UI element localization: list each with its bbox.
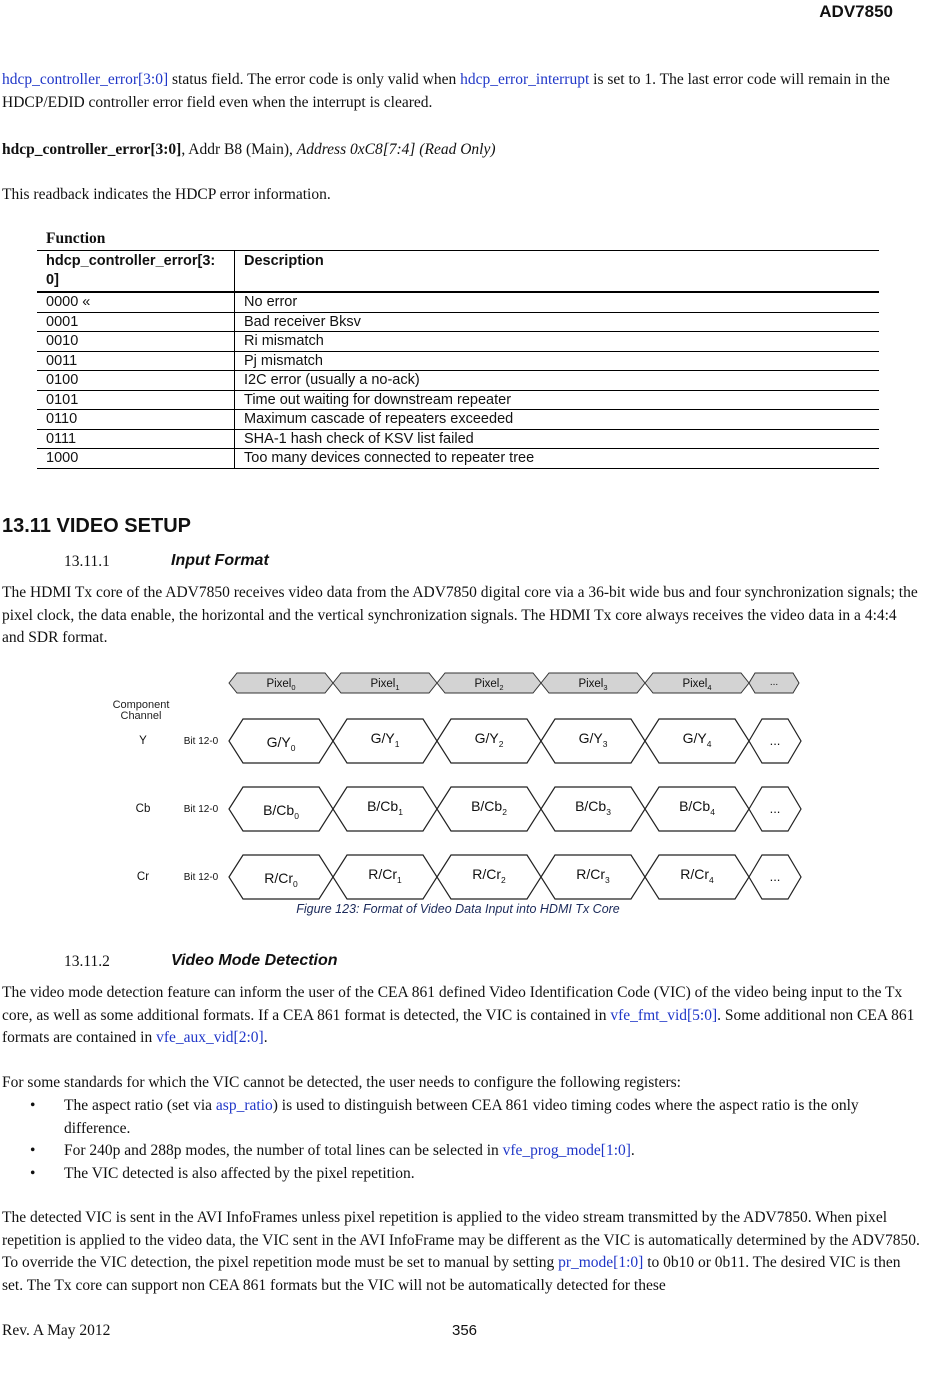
data-cell-label: $R/Cr_3$ (576, 866, 610, 885)
video-mode-paragraph-2: For some standards for which the VIC cannot be detected, the user needs to configure the following registers: (2, 1074, 681, 1091)
table-cell-code: 1000 (37, 449, 235, 469)
table-cell-description: Ri mismatch (235, 332, 880, 352)
table-cell-code: 0101 (37, 390, 235, 410)
footer-revision: Rev. A May 2012 (2, 1322, 111, 1339)
bullet-marker: • (30, 1142, 36, 1159)
table-cell-description: Bad receiver Bksv (235, 312, 880, 332)
table-cell-code: 0110 (37, 410, 235, 430)
input-format-paragraph: The HDMI Tx core of the ADV7850 receives video data from the ADV7850 digital core via a 36-bit wide bus and four synchronization signals; the pixel clock, the data enable, the horizontal and the vertical synchronization signals. The HDMI Tx core always receives the video data in a 4:4:4 and SDR format. (2, 584, 918, 646)
table-cell-description: Too many devices connected to repeater tree (235, 449, 880, 469)
data-cell-label: $B/Cb_4$ (679, 798, 715, 817)
bullet-marker: • (30, 1097, 36, 1114)
data-cell-label: $G/Y_2$ (474, 730, 504, 749)
video-mode-paragraph-3 (2, 1207, 920, 1297)
channel-name-label: Cr (136, 871, 150, 883)
intro-text-2: is set to 1. The last error code will remain in the HDCP/EDID controller error field even when the interrupt is cleared. (2, 71, 890, 111)
data-cell-label: $G/Y_0$ (266, 734, 296, 753)
register-heading (2, 139, 920, 162)
table-cell-description: Time out waiting for downstream repeater (235, 390, 880, 410)
vfe-prog-mode-link[interactable]: vfe_prog_mode[1:0] (502, 1142, 631, 1159)
channel-bits-label: Bit 12-0 (183, 804, 219, 815)
data-cell-label: $B/Cb_0$ (263, 802, 299, 821)
pr-mode-link[interactable]: pr_mode[1:0] (558, 1254, 644, 1271)
table-row (37, 429, 879, 449)
bullet-item-pixel-repetition: The VIC detected is also affected by the pixel repetition. (64, 1165, 415, 1182)
table-cell-code: 0000 « (37, 292, 235, 312)
data-cell-label: $R/Cr_0$ (264, 870, 298, 889)
table-cell-description: No error (235, 292, 880, 312)
table-cell-code: 0111 (37, 429, 235, 449)
table-cell-description: Maximum cascade of repeaters exceeded (235, 410, 880, 430)
section-title: 13.11 VIDEO SETUP (2, 515, 191, 537)
pixel-header-label: Pixel$_1$ (370, 678, 400, 692)
vfe-aux-vid-link[interactable]: vfe_aux_vid[2:0] (156, 1029, 264, 1046)
vm-p3-text-2: to 0b10 or 0b11. The desired VIC is then set. The Tx core can support non CEA 861 formats but the VIC will not be automatically detected for these (2, 1254, 901, 1294)
data-cell-label: $B/Cb_1$ (367, 798, 403, 817)
table-row (37, 390, 879, 410)
data-cell-label: $B/Cb_3$ (575, 798, 611, 817)
bullet-item-aspect-ratio: The aspect ratio (set via asp_ratio) is used to distinguish between CEA 861 video timing codes where the aspect ratio is the only difference. (64, 1097, 859, 1137)
table-row (37, 351, 879, 371)
vm-text-1: The video mode detection feature can inform the user of the CEA 861 defined Video Identification Code (VIC) of the video being input to the Tx core, as well as some additional formats. If a CEA 861 format is detected, the VIC is contained in (2, 984, 903, 1024)
table-row (37, 332, 879, 352)
table-caption: Function (37, 228, 879, 251)
channel-name-label: Cb (135, 803, 151, 815)
vfe-fmt-vid-link[interactable]: vfe_fmt_vid[5:0] (610, 1006, 718, 1024)
bullet-item-prog-mode: For 240p and 288p modes, the number of total lines can be selected in vfe_prog_mode[1:0]. (64, 1142, 635, 1159)
register-address: Address 0xC8[7:4] (Read Only) (296, 141, 496, 158)
document-header-title: ADV7850 (819, 2, 893, 21)
table-header-code: hdcp_controller_error[3:0] (37, 251, 235, 293)
data-cell-label: $B/Cb_2$ (471, 798, 507, 817)
data-cell-label: $G/Y_1$ (370, 730, 400, 749)
hdcp-error-table (37, 228, 879, 469)
channel-bits-label: Bit 12-0 (183, 872, 219, 883)
intro-text-1: status field. The error code is only valid when (168, 71, 461, 88)
channel-name-label: Y (139, 735, 147, 747)
pixel-header-label: Pixel$_3$ (578, 678, 608, 692)
table-cell-description: I2C error (usually a no-ack) (235, 371, 880, 391)
bullet-marker: • (30, 1165, 36, 1182)
intro-paragraph (2, 69, 920, 114)
data-cell-label: $R/Cr_1$ (368, 866, 402, 885)
data-cell-label: $G/Y_3$ (578, 730, 608, 749)
pixel-header-label: Pixel$_2$ (474, 678, 504, 692)
figure-caption: Figure 123: Format of Video Data Input into HDMI Tx Core (296, 902, 620, 916)
vm-text-3: . (263, 1029, 268, 1046)
vm-p3-text-1: The detected VIC is sent in the AVI InfoFrames unless pixel repetition is applied to the video stream transmitted by the ADV7850. When pixel repetition is applied to the video data, the VIC sent in the AVI InfoFrame may be different as the VIC is automatically determined by the ADV7850. To override the VIC detection, the pixel repetition mode must be set to manual by setting (2, 1209, 920, 1271)
footer-page-number: 356 (452, 1322, 478, 1339)
video-data-format-figure (0, 660, 950, 925)
table-row (37, 292, 879, 312)
data-cell-label: $R/Cr_4$ (680, 866, 714, 885)
data-ellipsis-label: ... (769, 733, 781, 748)
subsection-title-2: Video Mode Detection (171, 952, 338, 969)
asp-ratio-link[interactable]: asp_ratio (215, 1097, 273, 1114)
table-cell-code: 0100 (37, 371, 235, 391)
subsection-title: Input Format (171, 552, 269, 569)
pixel-header-label: Pixel$_0$ (266, 678, 296, 692)
pixel-header-ellipsis: ... (769, 677, 779, 688)
table-cell-code: 0011 (37, 351, 235, 371)
data-cell-label: $G/Y_4$ (682, 730, 712, 749)
subsection-number: 13.11.1 (64, 553, 110, 570)
data-cell-label: $R/Cr_2$ (472, 866, 506, 885)
table-cell-code: 0010 (37, 332, 235, 352)
hdcp-controller-error-link[interactable]: hdcp_controller_error[3:0] (2, 71, 169, 88)
table-row (37, 410, 879, 430)
data-ellipsis-label: ... (769, 869, 781, 884)
data-ellipsis-label: ... (769, 801, 781, 816)
pixel-header-label: Pixel$_4$ (682, 678, 712, 692)
vm-text-2: . Some additional non CEA 861 formats are contained in (2, 1006, 915, 1046)
subsection-number-2: 13.11.2 (64, 953, 110, 970)
register-description: This readback indicates the HDCP error information. (2, 186, 331, 203)
table-cell-description: Pj mismatch (235, 351, 880, 371)
table-header-description: Description (235, 251, 880, 293)
hdcp-error-interrupt-link[interactable]: hdcp_error_interrupt (460, 71, 590, 88)
video-mode-paragraph-1 (2, 982, 920, 1050)
table-row (37, 449, 879, 469)
table-row (37, 371, 879, 391)
register-addr: , Addr B8 (Main), (181, 141, 297, 158)
component-label: Component (112, 699, 170, 711)
channel-bits-label: Bit 12-0 (183, 736, 219, 747)
table-cell-description: SHA-1 hash check of KSV list failed (235, 429, 880, 449)
table-row (37, 312, 879, 332)
channel-label: Channel (120, 710, 162, 722)
table-cell-code: 0001 (37, 312, 235, 332)
register-name: hdcp_controller_error[3:0] (2, 141, 182, 158)
